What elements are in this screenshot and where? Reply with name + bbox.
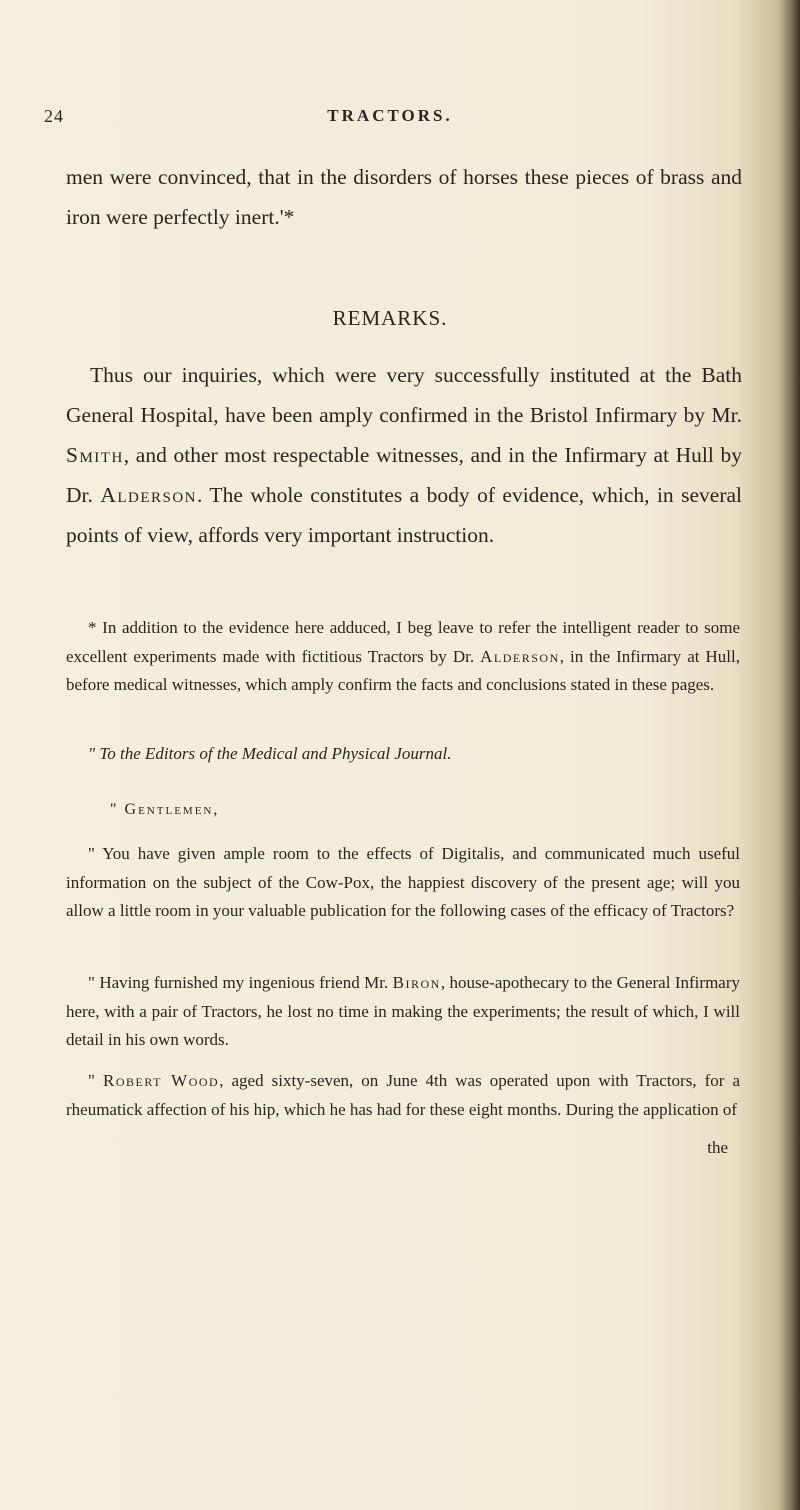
remarks-text-2: , and other most respectable witnesses, and in the Infirmary at Hull by Dr. xyxy=(66,443,742,507)
letter-heading: " To the Editors of the Medical and Physical Journal. xyxy=(88,744,452,763)
letter-paragraph-1: " You have given ample room to the effects of Digitalis, and communicated much useful information on the subject of the Cow-Pox, the happiest discovery of the present age; will you allow a little room in your valuable publication for the following cases of the efficacy of Tractors? xyxy=(66,844,740,920)
footnote-text-2: , in the Infirmary at Hull, before medical witnesses, which amply confirm the facts and conclusions stated in these pages. xyxy=(66,646,741,694)
remarks-paragraph xyxy=(66,355,742,555)
intro-paragraph: men were convinced, that in the disorders of horses these pieces of brass and iron were perfectly inert.'* xyxy=(66,165,742,229)
letter-p2-text-1: " Having furnished my ingenious friend Mr. xyxy=(88,973,389,992)
page-edge-shadow xyxy=(780,0,800,1510)
person-name-alderson: Alderson xyxy=(100,483,198,507)
letter-p3-text: , aged sixty-seven, on June 4th was operated upon with Tractors, for a rheumatick affection of his hip, which he has had for these eight months. During the application of xyxy=(66,1071,740,1119)
footnote-text-1: * In addition to the evidence here adduced, I beg leave to refer the intelligent reader to some excellent experiments made with fictitious Tractors by Dr. xyxy=(66,618,740,666)
letter-paragraph-2 xyxy=(66,969,740,1055)
footnote-paragraph xyxy=(66,614,740,700)
person-name-robert-wood: Robert Wood xyxy=(102,1071,220,1090)
remarks-text-1: Thus our inquiries, which were very successfully instituted at the Bath General Hospital, have been amply confirmed in the Bristol Infirmary by Mr. xyxy=(66,363,742,427)
footnote-person-name: Alderson xyxy=(480,646,560,666)
section-heading: REMARKS. xyxy=(332,306,448,330)
remarks-text-3: . The whole constitutes a body of evidence, which, in several points of view, affords very important instruction. xyxy=(66,483,742,547)
letter-salutation: " Gentlemen, xyxy=(110,801,220,818)
letter-p2-text-2: , house-apothecary to the General Infirmary here, with a pair of Tractors, he lost no time in making the experiments; the result of which, I will detail in his own words. xyxy=(66,973,740,1049)
letter-p3-open-quote: " xyxy=(88,1071,95,1090)
letter-paragraph-3 xyxy=(66,1067,740,1124)
page-number: 24 xyxy=(44,106,64,126)
catchword: the xyxy=(707,1138,728,1157)
running-title: TRACTORS. xyxy=(327,106,453,125)
person-name-biron: Biron xyxy=(392,973,441,992)
person-name-smith: Smith xyxy=(66,443,124,467)
